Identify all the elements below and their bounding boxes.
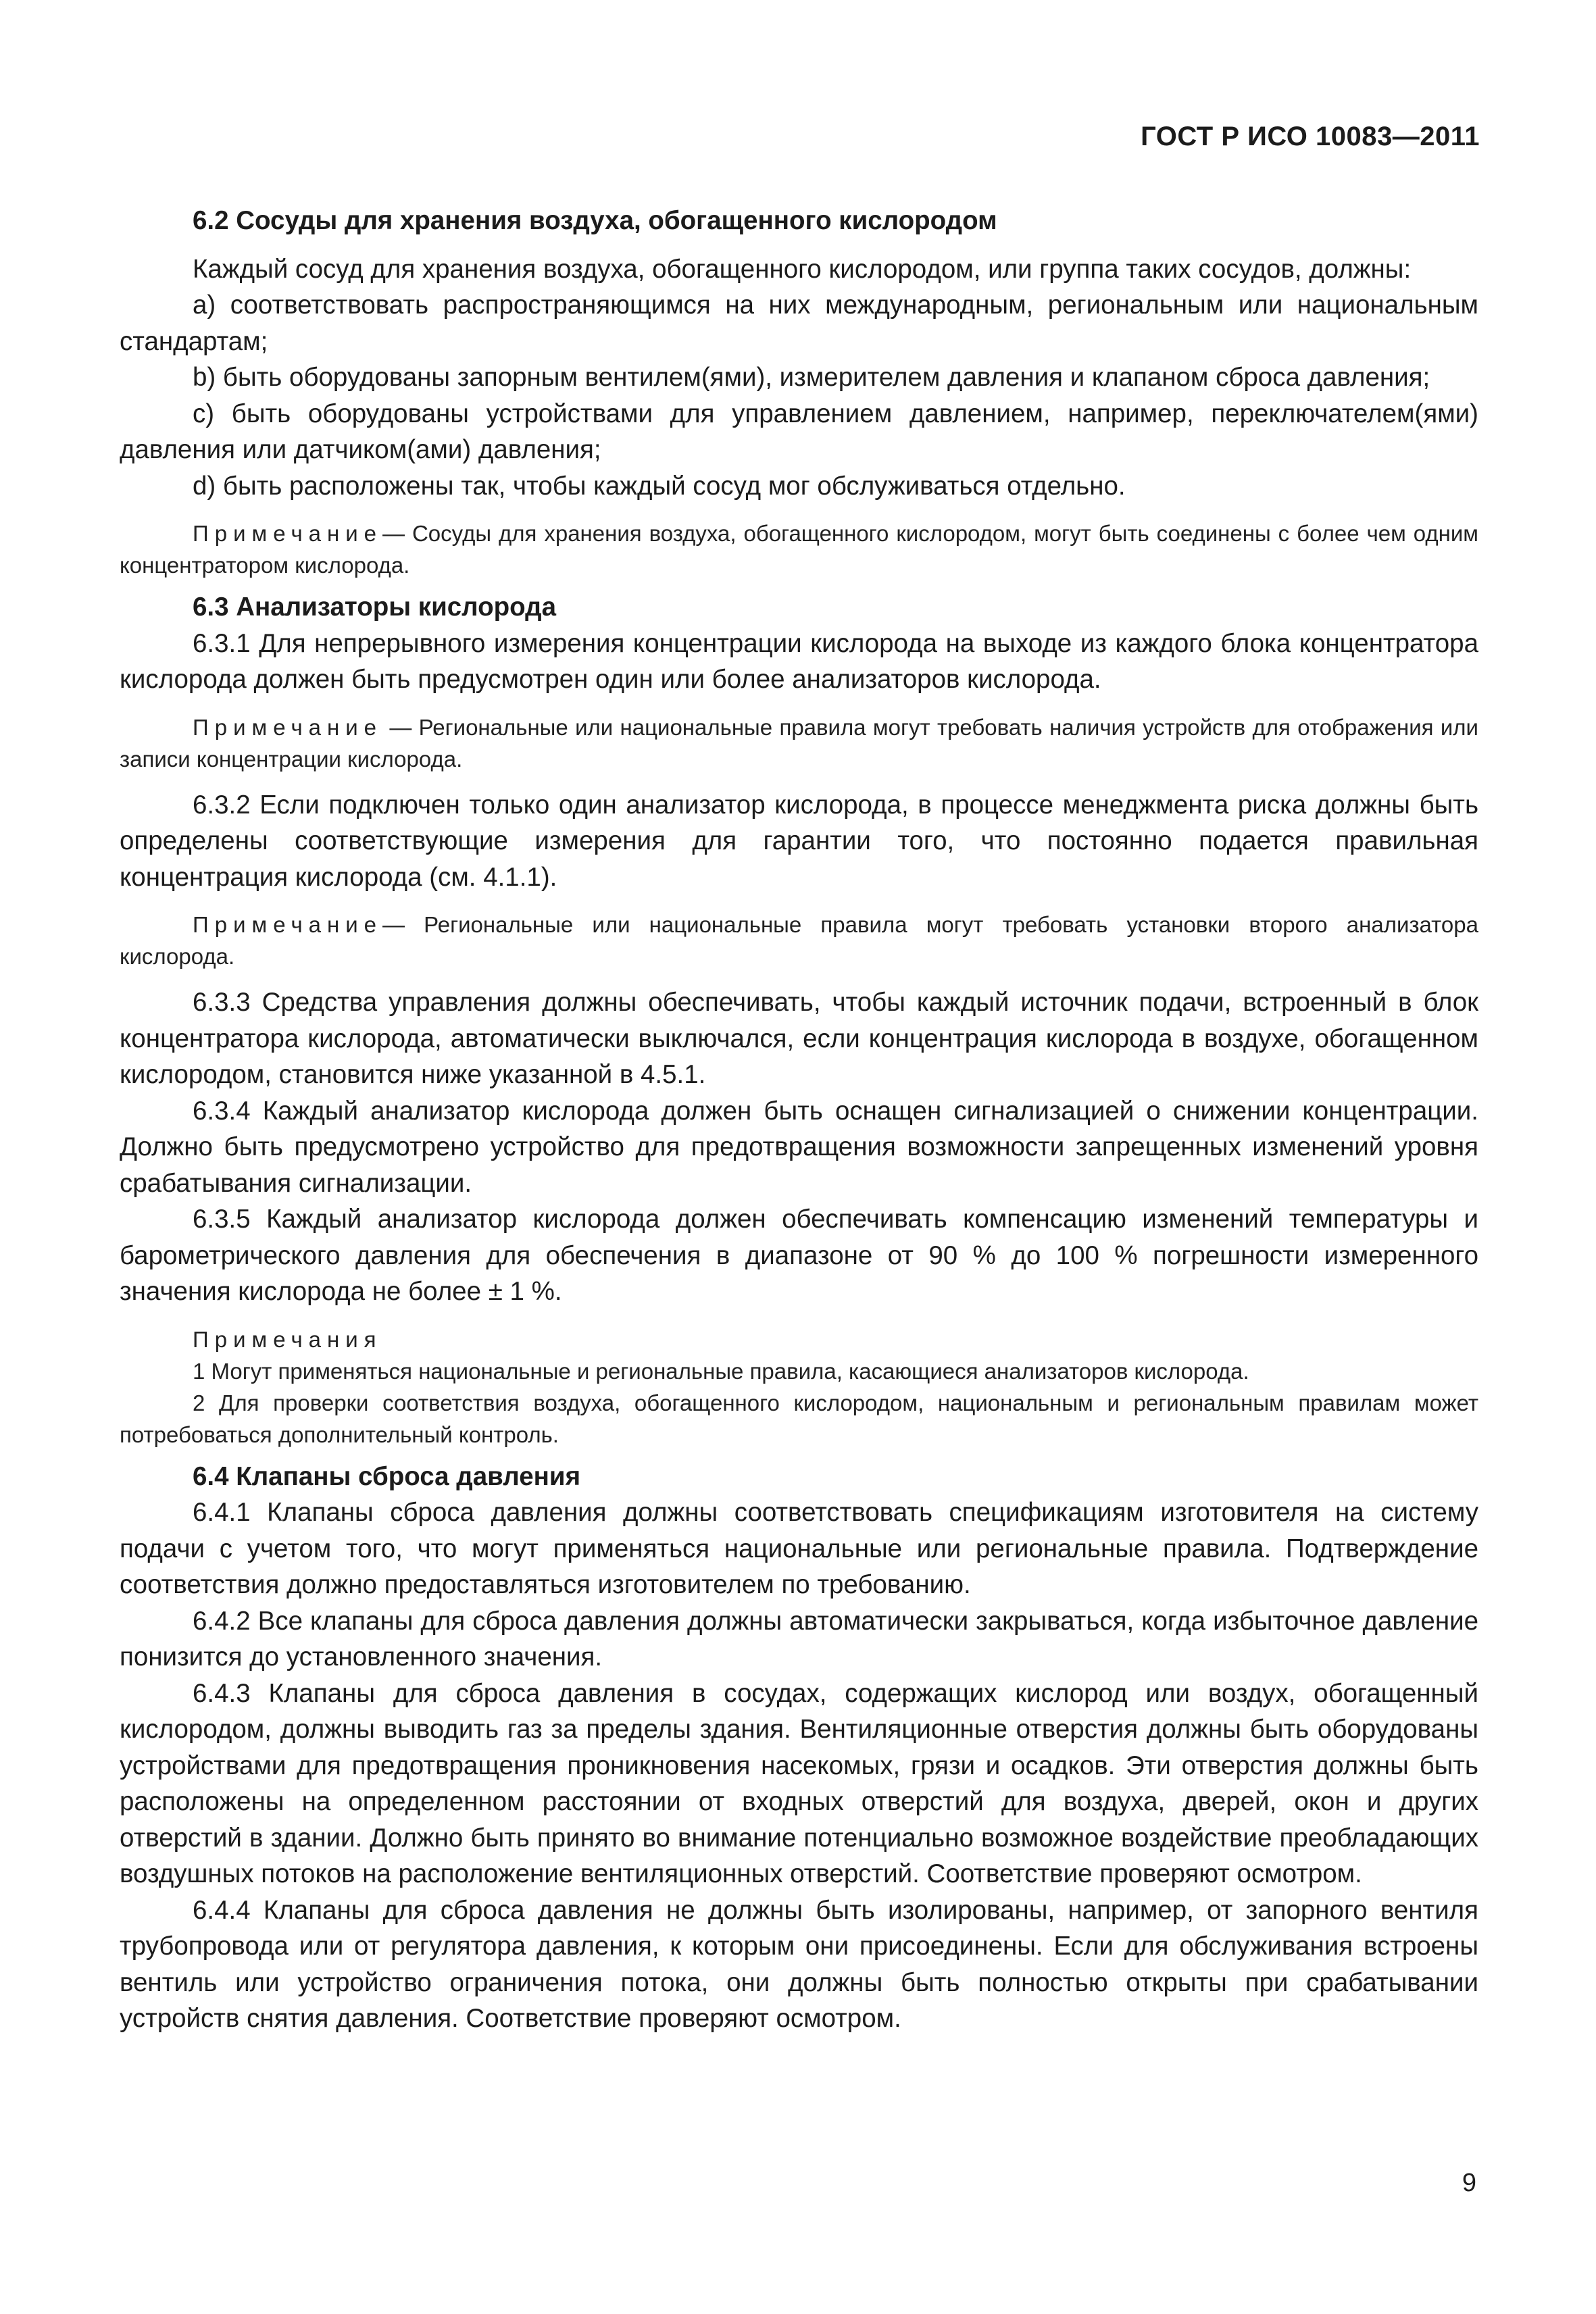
paragraph-6-4-3: 6.4.3 Клапаны для сброса давления в сосудах, содержащих кислород или воздух, обогащенный кислородом, должны выводить газ за пределы здания. Вентиляционные отверстия должны быть оборудованы устройствами для предотвращения проникновения насекомых, грязи и осадков. Эти отверстия должны быть расположены на определенном расстоянии от входных отверстий для воздуха, дверей, окон и других отверстий в здании. Должно быть принято во внимание потенциально возможное воздействие преобладающих воздушных потоков на расположение вентиляционных отверстий. Соответствие проверяют осмотром. [120,1678,1478,1888]
paragraph-6-3-4: 6.3.4 Каждый анализатор кислорода должен быть оснащен сигнализацией о снижении концентрации. Должно быть предусмотрено устройство для предотвращения возможности запрещенных изменений уровня срабатывания сигнализации. [120,1096,1478,1198]
list-item-c: с) быть оборудованы устройствами для управлением давлением, например, переключателем(ями) давления или датчиком(ами) давления; [120,399,1478,464]
list-item-d: d) быть расположены так, чтобы каждый сосуд мог обслуживаться отдельно. [193,471,1126,501]
document-body [120,203,1478,2037]
paragraph-6-3-2: 6.3.2 Если подключен только один анализатор кислорода, в процессе менеджмента риска должны быть определены соответствующие измерения для гарантии того, что постоянно подается правильная концентрация кислорода (см. 4.1.1). [120,790,1478,892]
notes-label: Примечания [193,1326,382,1352]
note-label: Примечание [193,714,383,740]
section-heading-6-2: 6.2 Сосуды для хранения воздуха, обогащенного кислородом [193,206,997,235]
note-label: Примечание [193,521,383,546]
section-heading-6-3: 6.3 Анализаторы кислорода [193,593,557,622]
note-text: — Региональные или национальные правила могут требовать установки второго анализатора кислорода. [120,912,1478,969]
note-text: — Региональные или национальные правила могут требовать наличия устройств для отображения или записи концентрации кислорода. [120,714,1478,772]
paragraph-6-4-1: 6.4.1 Клапаны сброса давления должны соответствовать спецификациям изготовителя на систему подачи с учетом того, что могут применяться национальные или региональные правила. Подтверждение соответствия должно предоставляться изготовителем по требованию. [120,1498,1478,1599]
note-label: Примечание [193,912,383,937]
section-heading-6-4: 6.4 Клапаны сброса давления [193,1461,581,1491]
section-6-3 [120,589,1478,1451]
note-6-3-1 [120,711,1478,775]
section-6-2-intro: Каждый сосуд для хранения воздуха, обогащенного кислородом, или группа таких сосудов, должны: [193,254,1412,284]
page-number: 9 [1462,2169,1476,2197]
note-text: — Сосуды для хранения воздуха, обогащенного кислородом, могут быть соединены с более чем одним концентратором кислорода. [120,521,1478,578]
paragraph-6-3-5: 6.3.5 Каждый анализатор кислорода должен обеспечивать компенсацию изменений температуры и барометрического давления для обеспечения в диапазоне от 90 % до 100 % погрешности измеренного значения кислорода не более ± 1 %. [120,1205,1478,1306]
paragraph-6-4-4: 6.4.4 Клапаны для сброса давления не должны быть изолированы, например, от запорного вентиля трубопровода или от регулятора давления, к которым они присоединены. Если для обслуживания встроены вентиль или устройство ограничения потока, они должны быть полностью открыты при срабатывании устройств снятия давления. Соответствие проверяют осмотром. [120,1895,1478,2033]
paragraph-6-3-1: 6.3.1 Для непрерывного измерения концентрации кислорода на выходе из каждого блока концентратора кислорода должен быть предусмотрен один или более анализаторов кислорода. [120,628,1478,694]
list-item-b: b) быть оборудованы запорным вентилем(ями), измерителем давления и клапаном сброса давления; [193,363,1430,392]
document-header-title: ГОСТ Р ИСО 10083—2011 [1141,122,1480,151]
note-item-2: 2 Для проверки соответствия воздуха, обогащенного кислородом, национальным и региональным правилам может потребоваться дополнительный контроль. [120,1390,1478,1447]
note-6-3-2 [120,909,1478,972]
paragraph-6-3-3: 6.3.3 Средства управления должны обеспечивать, чтобы каждый источник подачи, встроенный в блок концентратора кислорода, автоматически выключался, если концентрация кислорода в воздухе, обогащенном кислородом, становится ниже указанной в 4.5.1. [120,988,1478,1089]
notes-6-3-5 [120,1324,1478,1451]
note-item-1: 1 Могут применяться национальные и региональные правила, касающиеся анализаторов кислорода. [193,1358,1249,1384]
section-6-2 [120,203,1478,581]
list-item-a: а) соответствовать распространяющимся на них международным, региональным или национальным стандартам; [120,291,1478,356]
paragraph-6-4-2: 6.4.2 Все клапаны для сброса давления должны автоматически закрываться, когда избыточное давление понизится до установленного значения. [120,1606,1478,1671]
note-6-2 [120,518,1478,581]
section-6-4 [120,1459,1478,2037]
